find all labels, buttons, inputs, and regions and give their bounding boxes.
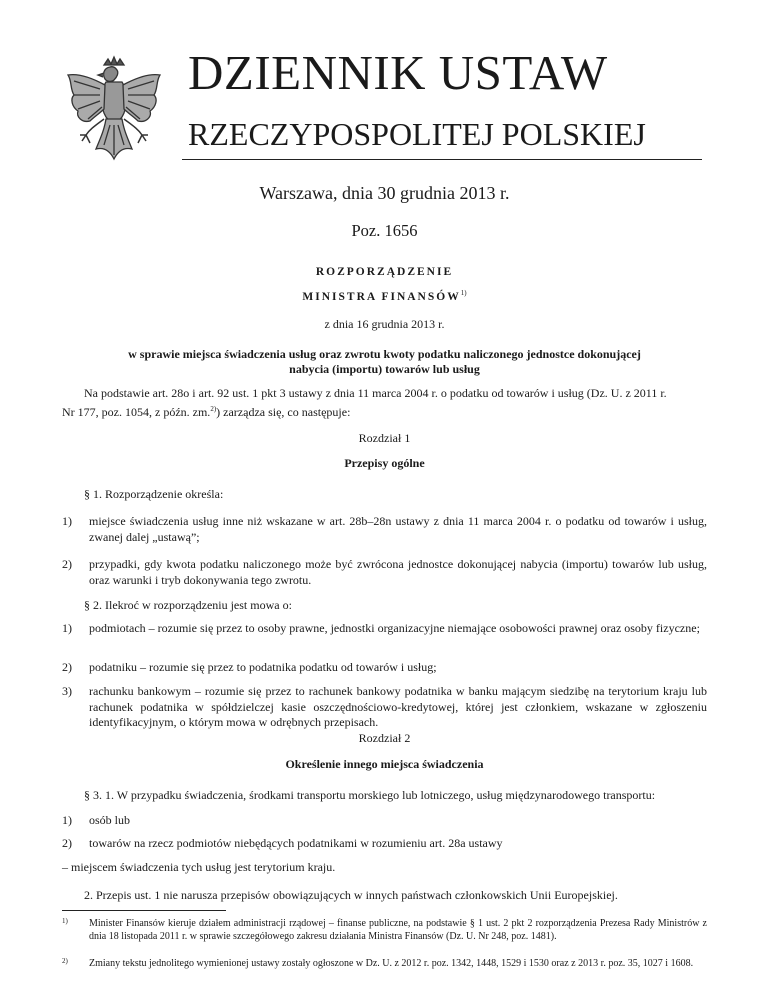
list-item: 2) towarów na rzecz podmiotów niebędących podatnikami w rozumieniu art. 28a ustawy: [62, 836, 503, 850]
list-item: 3) rachunku bankowym – rozumie się przez to rachunek bankowy podatnika w banku mającym siedzibę na terytorium kraju lub rachunek podatnika w spółdzielczej kasie oszczędnościowo-kredytowej, której jest członkiem, wskazane w zgłoszeniu identyfikacyjnym, o którym mowa w odrębnych przepisach.: [62, 684, 707, 729]
footnote-ref-1: 1): [460, 289, 467, 297]
section-3-intro: § 3. 1. W przypadku świadczenia, środkami transportu morskiego lub lotniczego, usług międzynarodowego transportu:: [84, 788, 656, 802]
journal-title: DZIENNIK USTAW: [188, 45, 608, 100]
place-and-date: Warszawa, dnia 30 grudnia 2013 r.: [259, 183, 510, 203]
section-2-intro: § 2. Ilekroć w rozporządzeniu jest mowa o:: [84, 598, 292, 612]
chapter-label: Rozdział 1: [358, 431, 411, 445]
journal-subtitle: RZECZYPOSPOLITEJ POLSKIEJ: [188, 116, 646, 152]
section-3-point-2: 2. Przepis ust. 1 nie narusza przepisów obowiązujących w innych państwach członkowskich Unii Europejskiej.: [84, 888, 618, 902]
footnote: 1) Minister Finansów kieruje działem administracji rządowej – finanse publiczne, na podstawie § 1 ust. 2 pkt 2 rozporządzenia Prezesa Rady Ministrów z dnia 18 listopada 2011 r. w sprawie szczegółowego zakresu działania Ministra Finansów (Dz. U. Nr 248, poz. 1481).: [62, 917, 707, 942]
act-authority: MINISTRA FINANSÓW$^{1)}$: [302, 289, 467, 303]
list-item: 1) podmiotach – rozumie się przez to osoby prawne, jednostki organizacyjne niemające osobowości prawnej oraz osoby fizyczne;: [62, 621, 700, 635]
footnote-ref-2: 2): [210, 405, 217, 413]
position-number: Poz. 1656: [351, 221, 418, 240]
section-3-conclusion: – miejscem świadczenia tych usług jest terytorium kraju.: [62, 860, 336, 874]
preamble: Na podstawie art. 28o i art. 92 ust. 1 pkt 3 ustawy z dnia 11 marca 2004 r. o podatku od towarów i usług (Dz. U. z 2011 r. Nr 177, poz. 1054, z późn. zm.$^{2)}$) zarządza się, co następuje:: [62, 386, 667, 419]
footnote: 2) Zmiany tekstu jednolitego wymienionej ustawy zostały ogłoszone w Dz. U. z 2012 r. poz. 1342, 1448, 1529 i 1530 oraz z 2013 r. poz. 35, 1027 i 1608.: [62, 957, 694, 969]
list-item: 2) przypadki, gdy kwota podatku naliczonego może być zwrócona jednostce dokonującej nabycia (importu) towarów lub usług, oraz warunki i tryb dokonywania tego zwrotu.: [62, 557, 707, 587]
act-date: z dnia 16 grudnia 2013 r.: [324, 317, 445, 331]
polish-eagle-emblem-icon: [60, 55, 168, 167]
act-subject: w sprawie miejsca świadczenia usług oraz zwrotu kwoty podatku naliczonego jednostce dokonującej nabycia (importu) towarów lub usług: [128, 347, 641, 376]
list-item: 2) podatniku – rozumie się przez to podatnika podatku od towarów i usług;: [62, 660, 437, 674]
list-item: 1) osób lub: [62, 813, 131, 827]
masthead-divider: [182, 159, 702, 160]
chapter-label: Rozdział 2: [358, 731, 411, 745]
chapter-title: Przepisy ogólne: [344, 456, 425, 470]
chapter-title: Określenie innego miejsca świadczenia: [285, 757, 484, 771]
list-item: 1) miejsce świadczenia usług inne niż wskazane w art. 28b–28n ustawy z dnia 11 marca 2004 r. o podatku od towarów i usług, zwanej dalej „ustawą”;: [62, 514, 707, 544]
act-type: ROZPORZĄDZENIE: [315, 266, 454, 278]
footnote-divider: [62, 910, 226, 911]
section-1-intro: § 1. Rozporządzenie określa:: [84, 487, 224, 501]
